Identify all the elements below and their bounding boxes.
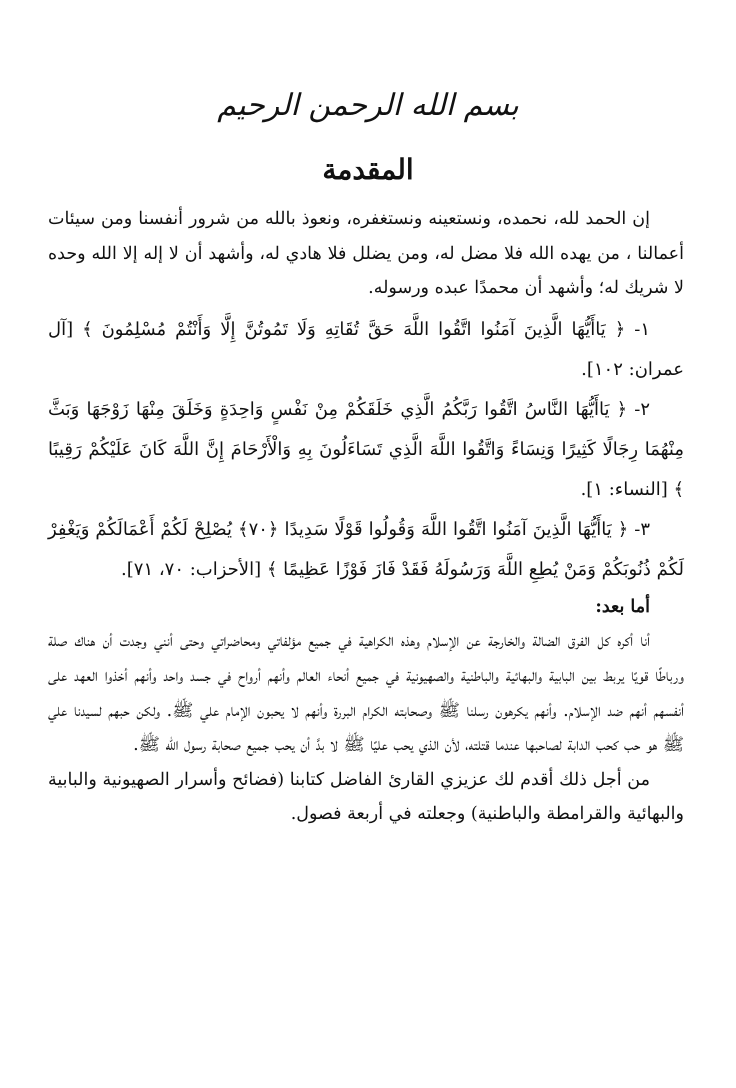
verse-1: ١- ﴿ يَاأَيُّهَا الَّذِينَ آمَنُوا اتَّقُوا اللَّهَ حَقَّ تُقَاتِهِ وَلَا تَمُوتُنَّ إِلَّا وَأَنْتُمْ مُسْلِمُونَ ﴾ [آل عمران: ١٠٢]. (48, 318, 684, 380)
page-body (48, 202, 684, 832)
body-paragraph-1: أنا أكره كل الفرق الضالة والخارجة عن الإسلام وهذه الكراهية في جميع مؤلفاتي ومحاضراتي وحتى أنني وجدت أن هناك صلة ورباطًا قويًا يربط بين البابية والبهائية والباطنية والصهيونية في جميع أنحاء العالم وأنهم أرواح في جسد واحد وأنهم أخذوا العهد على أنفسهم أنهم ضد الإسلام. وأنهم يكرهون رسلنا ﷺ وصحابته الكرام البررة وأنهم لا يحبون الإمام علي ﷺ. ولكن حبهم لسيدنا علي ﷺ هو حب كحب الدابة لصاحبها عندما قتلته، لأن الذي يحب عليًا ﷺ لا بدَّ أن يحب جميع صحابة رسول الله ﷺ. (48, 631, 684, 756)
verse-3: ٣- ﴿ يَاأَيُّهَا الَّذِينَ آمَنُوا اتَّقُوا اللَّهَ وَقُولُوا قَوْلًا سَدِيدًا ﴿٧٠﴾ يُصْلِحْ لَكُمْ أَعْمَالَكُمْ وَيَغْفِرْ لَكُمْ ذُنُوبَكُمْ وَمَنْ يُطِعِ اللَّهَ وَرَسُولَهُ فَقَدْ فَازَ فَوْزًا عَظِيمًا ﴾ [الأحزاب: ٧٠، ٧١]. (48, 518, 684, 580)
amma-baad-heading: أما بعد: (595, 596, 650, 617)
verse-2: ٢- ﴿ يَاأَيُّهَا النَّاسُ اتَّقُوا رَبَّكُمُ الَّذِي خَلَقَكُمْ مِنْ نَفْسٍ وَاحِدَةٍ وَخَلَقَ مِنْهَا زَوْجَهَا وَبَثَّ مِنْهُمَا رِجَالًا كَثِيرًا وَنِسَاءً وَاتَّقُوا اللَّهَ الَّذِي تَسَاءَلُونَ بِهِ وَالْأَرْحَامَ إِنَّ اللَّهَ كَانَ عَلَيْكُمْ رَقِيبًا ﴾ [النساء: ١]. (48, 398, 684, 500)
intro-paragraph: إن الحمد لله، نحمده، ونستعينه ونستغفره، ونعوذ بالله من شرور أنفسنا ومن سيئات أعمالنا ، من يهده الله فلا مضل له، ومن يضلل فلا هادي له، وأشهد أن لا إله إلا الله وحده لا شريك له؛ وأشهد أن محمدًا عبده ورسوله. (48, 209, 684, 299)
basmala-calligraphy: بسم الله الرحمن الرحيم (217, 88, 519, 123)
body-paragraph-2: من أجل ذلك أقدم لك عزيزي القارئ الفاضل كتابنا (فضائح وأسرار الصهيونية والبابية والبهائية والقرامطة والباطنية) وجعلته في أربعة فصول. (48, 769, 684, 825)
page-title: المقدمة (322, 153, 414, 186)
